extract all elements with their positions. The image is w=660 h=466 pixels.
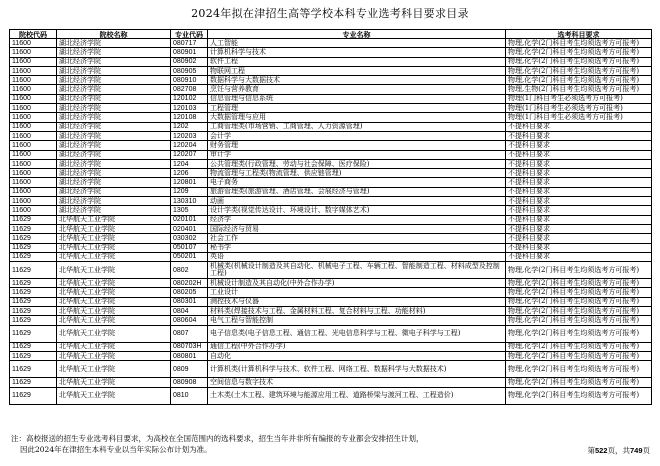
school-code-cell: 11600 xyxy=(10,197,57,206)
major-code-cell: 080901 xyxy=(171,48,208,57)
page-indicator xyxy=(587,445,650,456)
major-name-cell: 旅游管理类(旅游管理、酒店管理、会展经济与管理) xyxy=(208,187,506,196)
major-name-cell: 秘书学 xyxy=(208,243,506,252)
subject-requirement-cell: 物理,化学(2门科目考生均须选考方可报考) xyxy=(506,39,652,48)
school-name-cell: 北华航天工业学院 xyxy=(57,288,171,297)
subject-requirement-cell: 物理(1门科目考生必须选考方可报考) xyxy=(506,94,652,103)
major-name-cell: 大数据管理与应用 xyxy=(208,113,506,122)
major-code-cell: 050107 xyxy=(171,243,208,252)
major-name-cell: 电子商务 xyxy=(208,178,506,187)
school-name-cell: 北华航天工业学院 xyxy=(57,215,171,224)
school-code-cell: 11629 xyxy=(10,288,57,297)
major-name-cell: 物流管理与工程类(物流管理、供应链管理) xyxy=(208,169,506,178)
school-name-cell: 湖北经济学院 xyxy=(57,66,171,75)
school-name-cell: 湖北经济学院 xyxy=(57,57,171,66)
subject-requirement-cell: 不提科目要求 xyxy=(506,131,652,140)
subject-requirement-cell: 物理,化学(2门科目考生均须选考方可报考) xyxy=(506,57,652,66)
major-code-cell: 080604 xyxy=(171,316,208,325)
table-row xyxy=(10,234,652,243)
table-row xyxy=(10,279,652,288)
major-name-cell: 材料类(焊接技术与工程、金属材料工程、复合材料与工程、功能材料) xyxy=(208,307,506,316)
table-row xyxy=(10,57,652,66)
major-code-cell: 080205 xyxy=(171,288,208,297)
header-major-code: 专业代码 xyxy=(171,30,208,39)
subject-requirement-cell: 不提科目要求 xyxy=(506,141,652,150)
school-name-cell: 湖北经济学院 xyxy=(57,206,171,215)
school-name-cell: 北华航天工业学院 xyxy=(57,224,171,233)
table-row xyxy=(10,297,652,306)
school-name-cell: 北华航天工业学院 xyxy=(57,325,171,342)
school-name-cell: 北华航天工业学院 xyxy=(57,307,171,316)
major-name-cell: 设计学类(视觉传达设计、环境设计、数字媒体艺术) xyxy=(208,206,506,215)
pager-middle: 页，共 xyxy=(607,446,630,455)
school-code-cell: 11600 xyxy=(10,94,57,103)
school-name-cell: 湖北经济学院 xyxy=(57,76,171,85)
table-row xyxy=(10,94,652,103)
major-code-cell: 0802 xyxy=(171,262,208,279)
major-code-cell: 020401 xyxy=(171,224,208,233)
major-name-cell: 土木类(土木工程、建筑环境与能源应用工程、道路桥梁与渡河工程、工程造价) xyxy=(208,387,506,404)
subject-requirement-cell: 不提科目要求 xyxy=(506,224,652,233)
school-name-cell: 湖北经济学院 xyxy=(57,197,171,206)
table-row xyxy=(10,378,652,387)
subject-requirement-cell: 物理,化学(2门科目考生均须选考方可报考) xyxy=(506,288,652,297)
table-row xyxy=(10,39,652,48)
school-name-cell: 湖北经济学院 xyxy=(57,169,171,178)
table-row xyxy=(10,252,652,261)
subject-requirement-cell: 不提科目要求 xyxy=(506,243,652,252)
major-name-cell: 测控技术与仪器 xyxy=(208,297,506,306)
major-name-cell: 国际经济与贸易 xyxy=(208,224,506,233)
subject-requirement-cell: 物理,化学(2门科目考生均须选考方可报考) xyxy=(506,378,652,387)
school-code-cell: 11629 xyxy=(10,279,57,288)
major-code-cell: 080801 xyxy=(171,351,208,360)
school-name-cell: 湖北经济学院 xyxy=(57,48,171,57)
footnote-line-2: 因此2024年在津招生本科专业以当年实际公布计划为准。 xyxy=(20,445,212,454)
table-row xyxy=(10,141,652,150)
major-code-cell: 082708 xyxy=(171,85,208,94)
major-name-cell: 会计学 xyxy=(208,131,506,140)
school-name-cell: 北华航天工业学院 xyxy=(57,243,171,252)
school-code-cell: 11600 xyxy=(10,178,57,187)
school-code-cell: 11600 xyxy=(10,66,57,75)
school-code-cell: 11629 xyxy=(10,234,57,243)
major-name-cell: 英语 xyxy=(208,252,506,261)
major-name-cell: 计算机科学与技术 xyxy=(208,48,506,57)
subject-requirement-cell: 物理,化学(2门科目考生均须选考方可报考) xyxy=(506,316,652,325)
subject-requirement-cell: 不提科目要求 xyxy=(506,197,652,206)
school-name-cell: 北华航天工业学院 xyxy=(57,252,171,261)
subject-requirement-cell: 物理,化学(2门科目考生均须选考方可报考) xyxy=(506,325,652,342)
header-subject-requirement: 选考科目要求 xyxy=(506,30,652,39)
subject-requirement-cell: 不提科目要求 xyxy=(506,169,652,178)
table-row xyxy=(10,387,652,404)
major-name-cell: 工程管理 xyxy=(208,104,506,113)
school-code-cell: 11629 xyxy=(10,252,57,261)
school-code-cell: 11600 xyxy=(10,48,57,57)
document-title: 2024年拟在津招生高等学校本科专业选考科目要求目录 xyxy=(191,7,469,20)
school-name-cell: 湖北经济学院 xyxy=(57,159,171,168)
table-body xyxy=(10,39,652,405)
school-code-cell: 11629 xyxy=(10,262,57,279)
major-code-cell: 080717 xyxy=(171,39,208,48)
major-code-cell: 0809 xyxy=(171,361,208,378)
school-name-cell: 湖北经济学院 xyxy=(57,85,171,94)
school-name-cell: 北华航天工业学院 xyxy=(57,361,171,378)
table-row xyxy=(10,197,652,206)
major-code-cell: 120204 xyxy=(171,141,208,150)
table-row xyxy=(10,122,652,131)
major-name-cell: 自动化 xyxy=(208,351,506,360)
school-name-cell: 湖北经济学院 xyxy=(57,39,171,48)
major-code-cell: 080301 xyxy=(171,297,208,306)
major-code-cell: 080202H xyxy=(171,279,208,288)
school-name-cell: 湖北经济学院 xyxy=(57,187,171,196)
subject-requirement-cell: 不提科目要求 xyxy=(506,122,652,131)
major-name-cell: 空间信息与数字技术 xyxy=(208,378,506,387)
subject-requirement-cell: 不提科目要求 xyxy=(506,150,652,159)
major-name-cell: 物联网工程 xyxy=(208,66,506,75)
school-code-cell: 11629 xyxy=(10,361,57,378)
school-code-cell: 11629 xyxy=(10,378,57,387)
school-code-cell: 11600 xyxy=(10,104,57,113)
major-name-cell: 电子信息类(电子信息工程、通信工程、光电信息科学与工程、微电子科学与工程) xyxy=(208,325,506,342)
subject-requirement-cell: 不提科目要求 xyxy=(506,178,652,187)
pager-current-page: 522 xyxy=(594,446,608,455)
major-code-cell: 130310 xyxy=(171,197,208,206)
table-row xyxy=(10,159,652,168)
major-code-cell: 080910 xyxy=(171,76,208,85)
major-code-cell: 0807 xyxy=(171,325,208,342)
major-code-cell: 1209 xyxy=(171,187,208,196)
subject-requirement-cell: 物理(1门科目考生必须选考方可报考) xyxy=(506,104,652,113)
school-code-cell: 11600 xyxy=(10,187,57,196)
pager-suffix: 页 xyxy=(642,446,650,455)
major-code-cell: 080703H xyxy=(171,342,208,351)
table-row xyxy=(10,169,652,178)
school-code-cell: 11600 xyxy=(10,122,57,131)
school-name-cell: 湖北经济学院 xyxy=(57,122,171,131)
school-name-cell: 湖北经济学院 xyxy=(57,178,171,187)
major-code-cell: 1206 xyxy=(171,169,208,178)
major-name-cell: 公共管理类(行政管理、劳动与社会保障、医疗保险) xyxy=(208,159,506,168)
table-row xyxy=(10,224,652,233)
footnote xyxy=(11,433,481,455)
pager-prefix: 第 xyxy=(587,446,595,455)
subject-requirement-cell: 不提科目要求 xyxy=(506,234,652,243)
school-code-cell: 11600 xyxy=(10,206,57,215)
table-row xyxy=(10,361,652,378)
major-code-cell: 080908 xyxy=(171,378,208,387)
major-code-cell: 0810 xyxy=(171,387,208,404)
school-name-cell: 湖北经济学院 xyxy=(57,141,171,150)
subject-requirement-cell: 物理,化学(2门科目考生均须选考方可报考) xyxy=(506,76,652,85)
table-row xyxy=(10,351,652,360)
table-row xyxy=(10,342,652,351)
table-header-row xyxy=(10,30,652,39)
subject-requirement-cell: 物理,化学(2门科目考生均须选考方可报考) xyxy=(506,66,652,75)
subject-requirements-table xyxy=(9,29,652,405)
subject-requirement-cell: 物理,化学(2门科目考生均须选考方可报考) xyxy=(506,262,652,279)
subject-requirement-cell: 物理,化学(2门科目考生均须选考方可报考) xyxy=(506,48,652,57)
school-code-cell: 11600 xyxy=(10,169,57,178)
subject-requirement-cell: 物理,化学(2门科目考生均须选考方可报考) xyxy=(506,279,652,288)
major-code-cell: 0804 xyxy=(171,307,208,316)
table-row xyxy=(10,85,652,94)
major-name-cell: 数据科学与大数据技术 xyxy=(208,76,506,85)
major-code-cell: 120801 xyxy=(171,178,208,187)
school-code-cell: 11600 xyxy=(10,159,57,168)
school-name-cell: 北华航天工业学院 xyxy=(57,297,171,306)
school-code-cell: 11629 xyxy=(10,316,57,325)
major-name-cell: 软件工程 xyxy=(208,57,506,66)
major-code-cell: 120207 xyxy=(171,150,208,159)
major-code-cell: 020101 xyxy=(171,215,208,224)
major-code-cell: 080905 xyxy=(171,66,208,75)
school-code-cell: 11629 xyxy=(10,297,57,306)
major-name-cell: 信息管理与信息系统 xyxy=(208,94,506,103)
subject-requirement-cell: 物理,化学(2门科目考生均须选考方可报考) xyxy=(506,387,652,404)
major-name-cell: 计算机类(计算机科学与技术、软件工程、网络工程、数据科学与大数据技术) xyxy=(208,361,506,378)
school-name-cell: 湖北经济学院 xyxy=(57,131,171,140)
table-row xyxy=(10,243,652,252)
header-major-name: 专业名称 xyxy=(208,30,506,39)
school-code-cell: 11629 xyxy=(10,351,57,360)
school-name-cell: 北华航天工业学院 xyxy=(57,351,171,360)
major-code-cell: 120108 xyxy=(171,113,208,122)
major-name-cell: 电气工程与智能控制 xyxy=(208,316,506,325)
table-row xyxy=(10,66,652,75)
table-row xyxy=(10,131,652,140)
header-school-code: 院校代码 xyxy=(10,30,57,39)
major-code-cell: 050201 xyxy=(171,252,208,261)
subject-requirement-cell: 物理,化学(2门科目考生均须选考方可报考) xyxy=(506,342,652,351)
school-name-cell: 北华航天工业学院 xyxy=(57,316,171,325)
school-code-cell: 11629 xyxy=(10,325,57,342)
subject-requirement-cell: 不提科目要求 xyxy=(506,215,652,224)
major-code-cell: 120203 xyxy=(171,131,208,140)
school-code-cell: 11600 xyxy=(10,76,57,85)
table-row xyxy=(10,150,652,159)
header-school-name: 院校名称 xyxy=(57,30,171,39)
school-name-cell: 湖北经济学院 xyxy=(57,113,171,122)
school-code-cell: 11600 xyxy=(10,141,57,150)
school-name-cell: 北华航天工业学院 xyxy=(57,378,171,387)
school-code-cell: 11600 xyxy=(10,150,57,159)
school-name-cell: 北华航天工业学院 xyxy=(57,234,171,243)
major-code-cell: 1202 xyxy=(171,122,208,131)
table-row xyxy=(10,187,652,196)
major-name-cell: 审计学 xyxy=(208,150,506,159)
school-name-cell: 北华航天工业学院 xyxy=(57,262,171,279)
major-code-cell: 1204 xyxy=(171,159,208,168)
subject-requirement-cell: 不提科目要求 xyxy=(506,206,652,215)
table-row xyxy=(10,307,652,316)
school-code-cell: 11629 xyxy=(10,215,57,224)
table-row xyxy=(10,206,652,215)
table-row xyxy=(10,178,652,187)
major-name-cell: 财务管理 xyxy=(208,141,506,150)
major-name-cell: 工业设计 xyxy=(208,288,506,297)
school-code-cell: 11629 xyxy=(10,307,57,316)
school-name-cell: 湖北经济学院 xyxy=(57,150,171,159)
school-code-cell: 11600 xyxy=(10,113,57,122)
table-row xyxy=(10,104,652,113)
footnote-line-1: 注：高校报送的招生专业选考科目要求，为高校在全国范围内的选科要求，招生当年并非所有编报的专业都会安排招生计划， xyxy=(11,434,424,443)
subject-requirement-cell: 物理,化学(2门科目考生均须选考方可报考) xyxy=(506,297,652,306)
major-name-cell: 通信工程(中外合作办学) xyxy=(208,342,506,351)
subject-requirement-cell: 物理,化学(2门科目考生均须选考方可报考) xyxy=(506,351,652,360)
school-name-cell: 北华航天工业学院 xyxy=(57,387,171,404)
school-code-cell: 11629 xyxy=(10,342,57,351)
subject-requirement-cell: 物理(1门科目考生必须选考方可报考) xyxy=(506,113,652,122)
school-code-cell: 11600 xyxy=(10,39,57,48)
major-code-cell: 1305 xyxy=(171,206,208,215)
subject-requirement-cell: 不提科目要求 xyxy=(506,159,652,168)
school-code-cell: 11600 xyxy=(10,131,57,140)
table-row xyxy=(10,316,652,325)
table-row xyxy=(10,76,652,85)
table-row xyxy=(10,288,652,297)
table-row xyxy=(10,215,652,224)
major-code-cell: 120103 xyxy=(171,104,208,113)
major-code-cell: 120102 xyxy=(171,94,208,103)
major-name-cell: 机械设计制造及其自动化(中外合作办学) xyxy=(208,279,506,288)
subject-requirement-cell: 物理,化学(2门科目考生均须选考方可报考) xyxy=(506,307,652,316)
school-code-cell: 11600 xyxy=(10,85,57,94)
pager-total-pages: 749 xyxy=(629,446,643,455)
major-name-cell: 工商管理类(市场营销、工商管理、人力资源管理) xyxy=(208,122,506,131)
table-row xyxy=(10,262,652,279)
major-name-cell: 社会工作 xyxy=(208,234,506,243)
school-name-cell: 湖北经济学院 xyxy=(57,104,171,113)
major-name-cell: 人工智能 xyxy=(208,39,506,48)
table-row xyxy=(10,325,652,342)
major-name-cell: 烹饪与营养教育 xyxy=(208,85,506,94)
school-name-cell: 北华航天工业学院 xyxy=(57,279,171,288)
table-row xyxy=(10,48,652,57)
major-name-cell: 动画 xyxy=(208,197,506,206)
school-code-cell: 11629 xyxy=(10,243,57,252)
school-name-cell: 北华航天工业学院 xyxy=(57,342,171,351)
major-code-cell: 080902 xyxy=(171,57,208,66)
subject-requirement-cell: 不提科目要求 xyxy=(506,187,652,196)
major-code-cell: 030302 xyxy=(171,234,208,243)
school-code-cell: 11629 xyxy=(10,224,57,233)
school-name-cell: 湖北经济学院 xyxy=(57,94,171,103)
school-code-cell: 11600 xyxy=(10,57,57,66)
school-code-cell: 11629 xyxy=(10,387,57,404)
subject-requirement-cell: 物理,生物(2门科目考生均须选考方可报考) xyxy=(506,85,652,94)
major-name-cell: 机械类(机械设计制造及其自动化、机械电子工程、车辆工程、智能制造工程、材料成型及控制工程) xyxy=(208,262,506,279)
major-name-cell: 经济学 xyxy=(208,215,506,224)
subject-requirement-cell: 物理,化学(2门科目考生均须选考方可报考) xyxy=(506,361,652,378)
subject-requirement-cell: 不提科目要求 xyxy=(506,252,652,261)
table-row xyxy=(10,113,652,122)
